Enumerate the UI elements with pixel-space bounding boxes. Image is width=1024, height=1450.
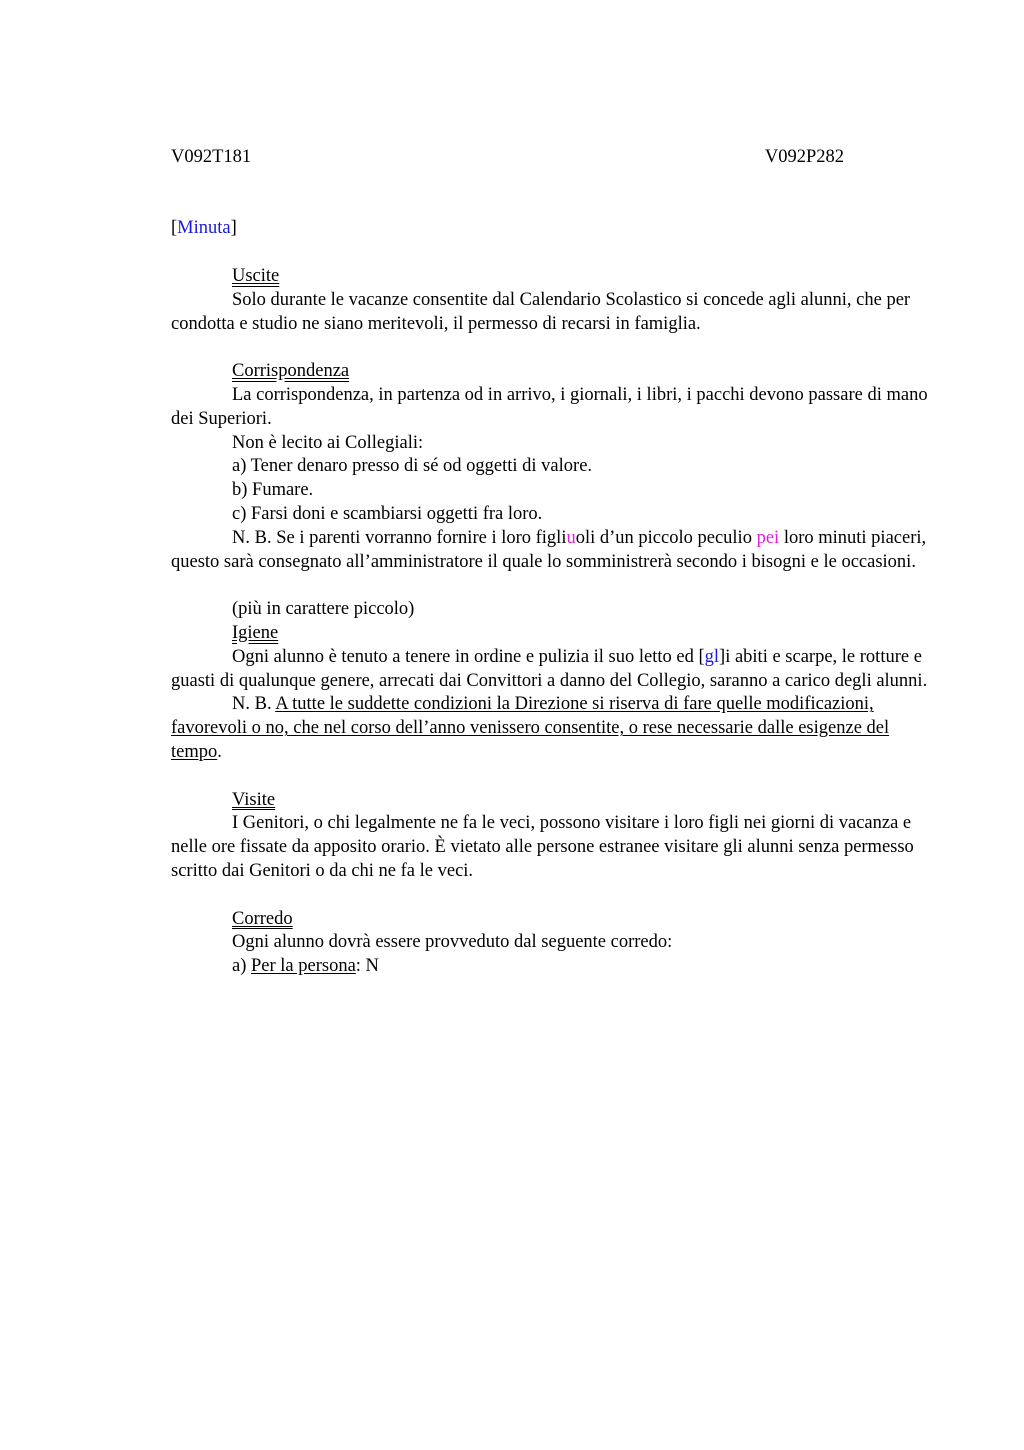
list-item: a) Tener denaro presso di sé od oggetti di valore.: [232, 456, 593, 477]
uscite-paragraph: Solo durante le vacanze consentite dal Calendario Scolastico si concede agli alunni, che per condotta e studio ne siano meritevoli, il permesso di recarsi in famiglia.: [171, 289, 911, 334]
right-code: V092P282: [764, 147, 844, 167]
minuta-label: [Minuta]: [171, 218, 237, 239]
section-heading-uscite: Uscite: [232, 265, 280, 286]
corrispondenza-paragraph: La corrispondenza, in partenza od in arrivo, i giornali, i libri, i pacchi devono passare di mano dei Superiori.: [171, 384, 928, 429]
section-heading-igiene: Igiene: [232, 622, 279, 643]
section-heading-corredo: Corredo: [232, 908, 293, 929]
corrispondenza-intro: Non è lecito ai Collegiali:: [232, 432, 424, 453]
document-page: [171, 146, 931, 979]
left-code: V092T181: [171, 147, 252, 167]
list-item: c) Farsi doni e scambiarsi oggetti fra loro.: [232, 503, 543, 524]
inserted-word: pei: [756, 527, 780, 548]
corrispondenza-nb: N. B. Se i parenti vorranno fornire i loro figliuoli d’un piccolo peculio pei loro minuti piaceri, questo sarà consegnato all’amministratore il quale lo somministrerà secondo i bisogni e le occasioni.: [171, 527, 927, 572]
underlined-label: Per la persona: [251, 956, 356, 977]
corredo-paragraph: Ogni alunno dovrà essere provveduto dal seguente corredo:: [232, 932, 673, 953]
list-item: b) Fumare.: [232, 480, 314, 501]
visite-paragraph: I Genitori, o chi legalmente ne fa le veci, possono visitare i loro figli nei giorni di vacanza e nelle ore fissate da apposito orario. È vietato alle persone estranee visitare gli alunni senza permesso scritto dai Genitori o da chi ne fa le veci.: [171, 813, 914, 881]
igiene-paragraph: Ogni alunno è tenuto a tenere in ordine e pulizia il suo letto ed [gl]i abiti e scarpe, le rotture e guasti di qualunque genere, arrecati dai Convittori a danno del Collegio, saranno a carico degli alunni.: [171, 646, 928, 691]
minuta-link: Minuta: [177, 218, 231, 239]
page-header: [171, 146, 844, 170]
corredo-item: a) Per la persona: N: [232, 956, 379, 977]
igiene-nb: N. B. A tutte le suddette condizioni la Direzione si riserva di fare quelle modificazioni, favorevoli o no, che nel corso dell’anno venissero consentite, o rese necessarie dalle esigenze del tempo.: [171, 694, 890, 762]
underlined-passage: A tutte le suddette condizioni la Direzione si riserva di fare quelle modificazioni, favorevoli o no, che nel corso dell’anno venissero consentite, o rese necessarie dalle esigenze del tempo: [171, 694, 890, 762]
inserted-letter: u: [566, 527, 576, 548]
editorial-insertion: gl: [704, 646, 720, 667]
igiene-note: (più in carattere piccolo): [232, 599, 415, 620]
section-heading-corrispondenza: Corrispondenza: [232, 361, 350, 382]
section-heading-visite: Visite: [232, 789, 276, 810]
